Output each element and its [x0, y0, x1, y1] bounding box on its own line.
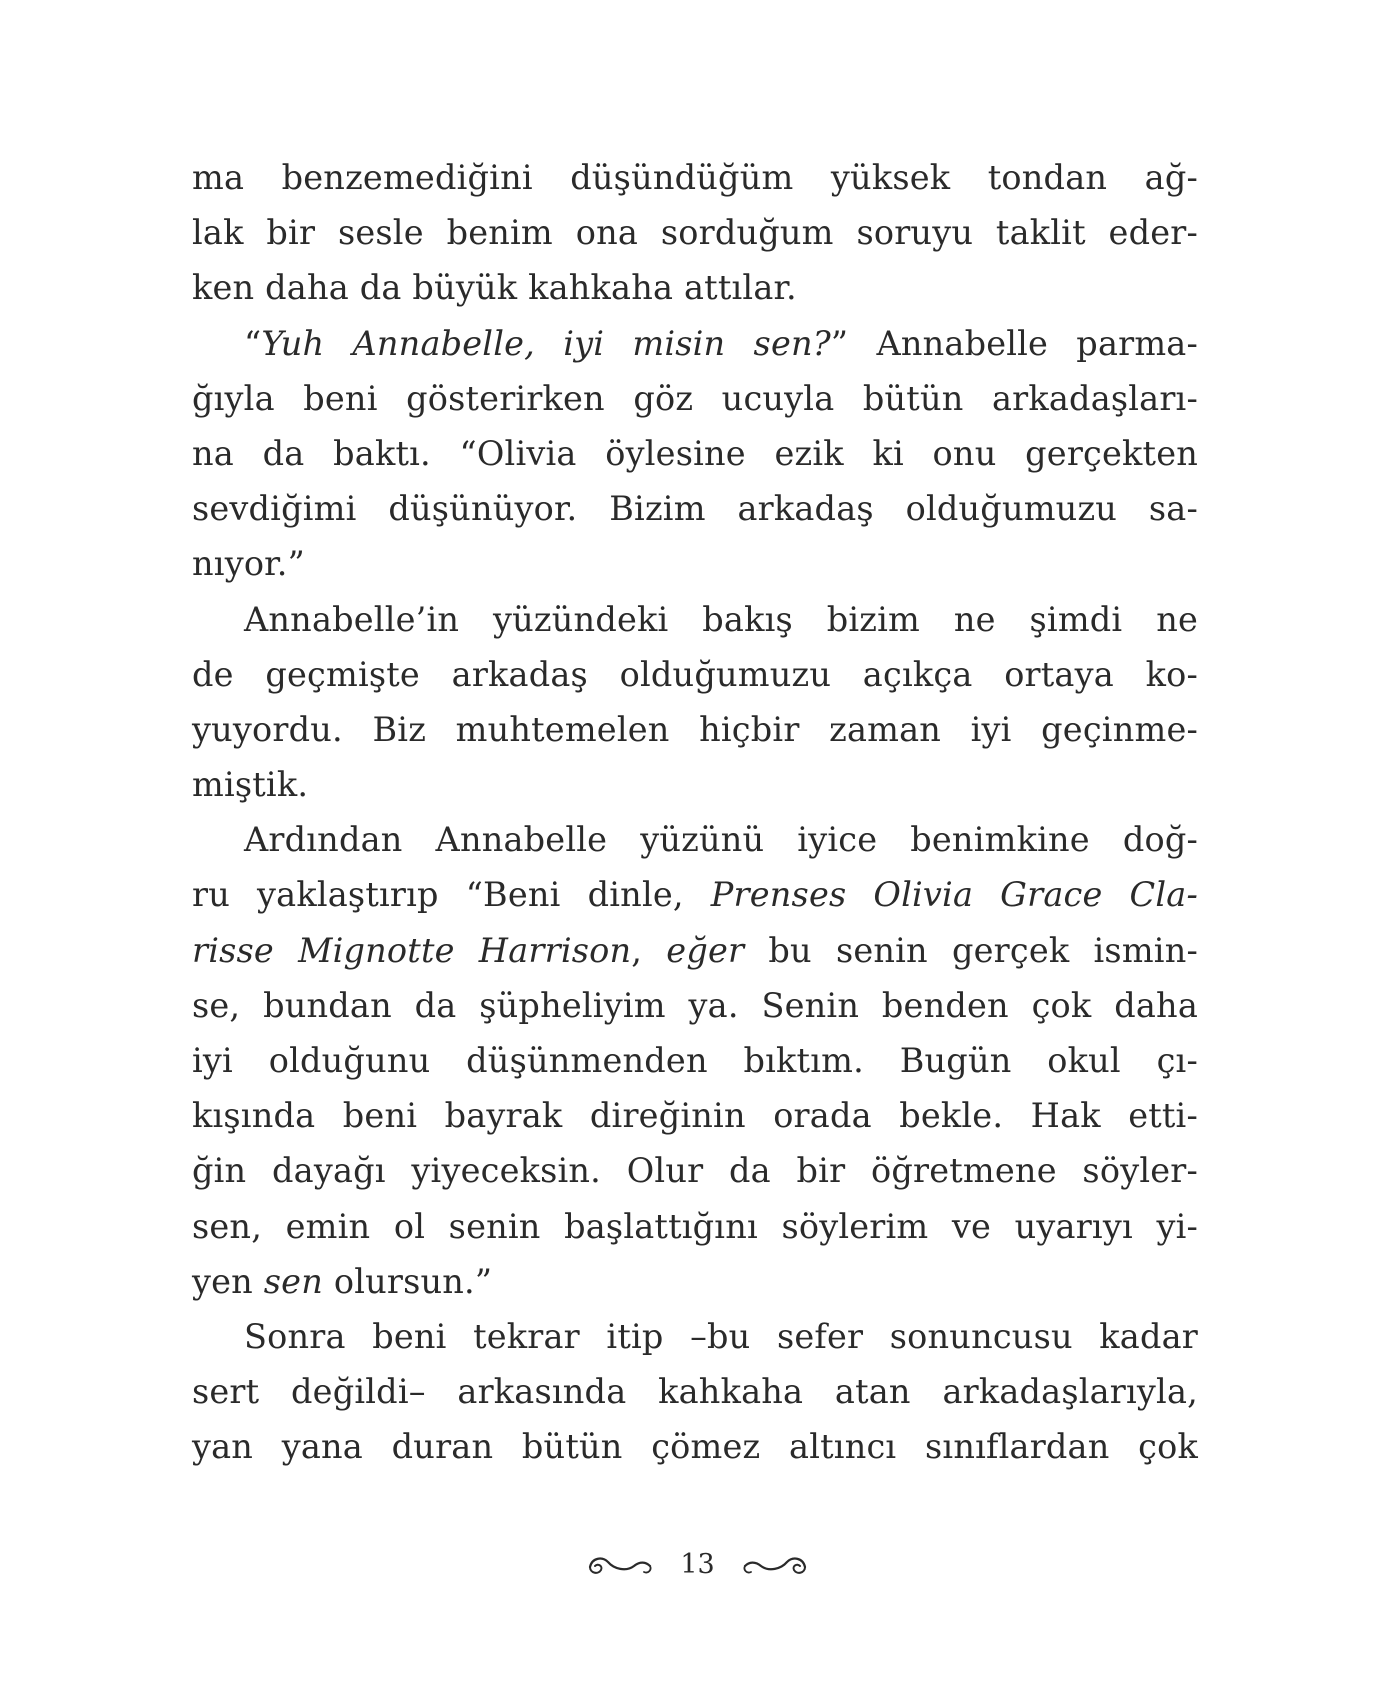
text-line: ken daha da büyük kahkaha attılar.: [192, 268, 797, 308]
page-number: 13: [680, 1549, 715, 1580]
text-line: risse Mignotte Harrison, eğer bu senin gerçek ismin-: [192, 930, 1198, 970]
text-line: ru yaklaştırıp “Beni dinle, Prenses Olivia Grace Cla-: [192, 875, 1198, 915]
page-footer: [0, 1535, 1395, 1595]
body-text: [192, 150, 1198, 1475]
text-line: yen sen olursun.”: [192, 1261, 493, 1301]
italic-text: Yuh Annabelle, iyi misin sen?: [261, 323, 831, 363]
right-swirl-ornament-icon: [741, 1550, 809, 1580]
text-line: Sonra beni tekrar itip –bu sefer sonuncusu kadar: [244, 1316, 1198, 1356]
text-line: lak bir sesle benim ona sorduğum soruyu taklit eder-: [192, 213, 1198, 253]
italic-text: risse Mignotte Harrison: [192, 930, 632, 970]
text-line: ma benzemediğini düşündüğüm yüksek tondan ağ-: [192, 158, 1198, 197]
text-line: de geçmişte arkadaş olduğumuzu açıkça ortaya ko-: [192, 654, 1198, 694]
text-line: Annabelle’in yüzündeki bakış bizim ne şimdi ne: [244, 599, 1198, 639]
text-line: sen, emin ol senin başlattığını söylerim ve uyarıyı yi-: [192, 1206, 1198, 1246]
text-line: na da baktı. “Olivia öylesine ezik ki onu gerçekten: [192, 433, 1198, 473]
text-line: “Yuh Annabelle, iyi misin sen?” Annabelle parma-: [244, 323, 1198, 363]
text-line: nıyor.”: [192, 544, 305, 584]
italic-text: Prenses Olivia Grace Cla-: [710, 875, 1198, 915]
text-line: sert değildi– arkasında kahkaha atan arkadaşlarıyla,: [192, 1372, 1198, 1412]
text-line: yuyordu. Biz muhtemelen hiçbir zaman iyi geçinme-: [192, 709, 1198, 749]
text-line: ğin dayağı yiyeceksin. Olur da bir öğretmene söyler-: [192, 1151, 1198, 1191]
text-line: sevdiğimi düşünüyor. Bizim arkadaş olduğumuzu sa-: [192, 489, 1198, 529]
italic-text: sen: [263, 1261, 323, 1301]
text-line: miştik.: [192, 765, 309, 805]
text-line: se, bundan da şüpheliyim ya. Senin benden çok daha: [192, 985, 1198, 1025]
text-line: yan yana duran bütün çömez altıncı sınıflardan çok: [192, 1427, 1198, 1467]
italic-text: eğer: [666, 930, 745, 970]
text-line: iyi olduğunu düşünmenden bıktım. Bugün okul çı-: [192, 1041, 1198, 1080]
text-line: kışında beni bayrak direğinin orada bekle. Hak etti-: [192, 1096, 1198, 1136]
text-line: Ardından Annabelle yüzünü iyice benimkine doğ-: [244, 820, 1198, 860]
text-line: ğıyla beni gösterirken göz ucuyla bütün arkadaşları-: [192, 378, 1198, 418]
left-swirl-ornament-icon: [586, 1550, 654, 1580]
